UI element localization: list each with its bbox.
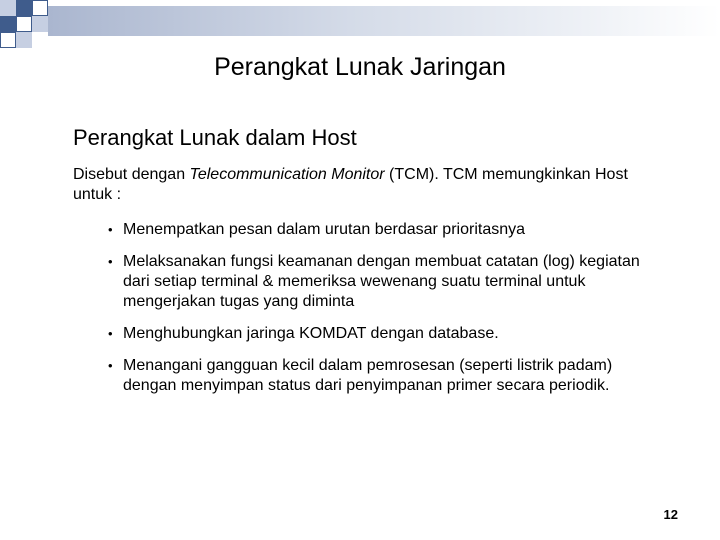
slide-title: Perangkat Lunak Jaringan bbox=[214, 53, 506, 81]
decor-square bbox=[0, 0, 16, 16]
decor-square bbox=[0, 32, 16, 48]
decor-square bbox=[16, 16, 32, 32]
slide-subtitle: Perangkat Lunak dalam Host bbox=[73, 125, 357, 150]
intro-emphasis: Telecommunication Monitor bbox=[189, 166, 385, 183]
intro-paragraph bbox=[73, 165, 633, 205]
bullet-item: • Menangani gangguan kecil dalam pemrosesan (seperti listrik padam) dengan menyimpan status dari penyimpanan primer secara periodik. bbox=[108, 356, 648, 396]
page-number: 12 bbox=[663, 507, 678, 522]
bullet-list bbox=[108, 220, 648, 408]
intro-text: (TCM). TCM memungkinkan Host untuk : bbox=[73, 166, 628, 203]
bullet-item: • Menempatkan pesan dalam urutan berdasar prioritasnya bbox=[108, 220, 648, 240]
bullet-item: • Menghubungkan jaringa KOMDAT dengan database. bbox=[108, 324, 648, 344]
intro-text: Disebut dengan bbox=[73, 166, 190, 183]
header-gradient-bar bbox=[48, 6, 720, 36]
decor-square bbox=[32, 16, 48, 32]
decor-square bbox=[0, 16, 16, 32]
decor-square bbox=[16, 0, 32, 16]
decor-square bbox=[32, 0, 48, 16]
bullet-item: • Melaksanakan fungsi keamanan dengan membuat catatan (log) kegiatan dari setiap terminal & memeriksa wewenang suatu terminal untuk mengerjakan tugas yang diminta bbox=[108, 252, 648, 312]
decor-square bbox=[16, 32, 32, 48]
header-decoration bbox=[0, 0, 720, 50]
